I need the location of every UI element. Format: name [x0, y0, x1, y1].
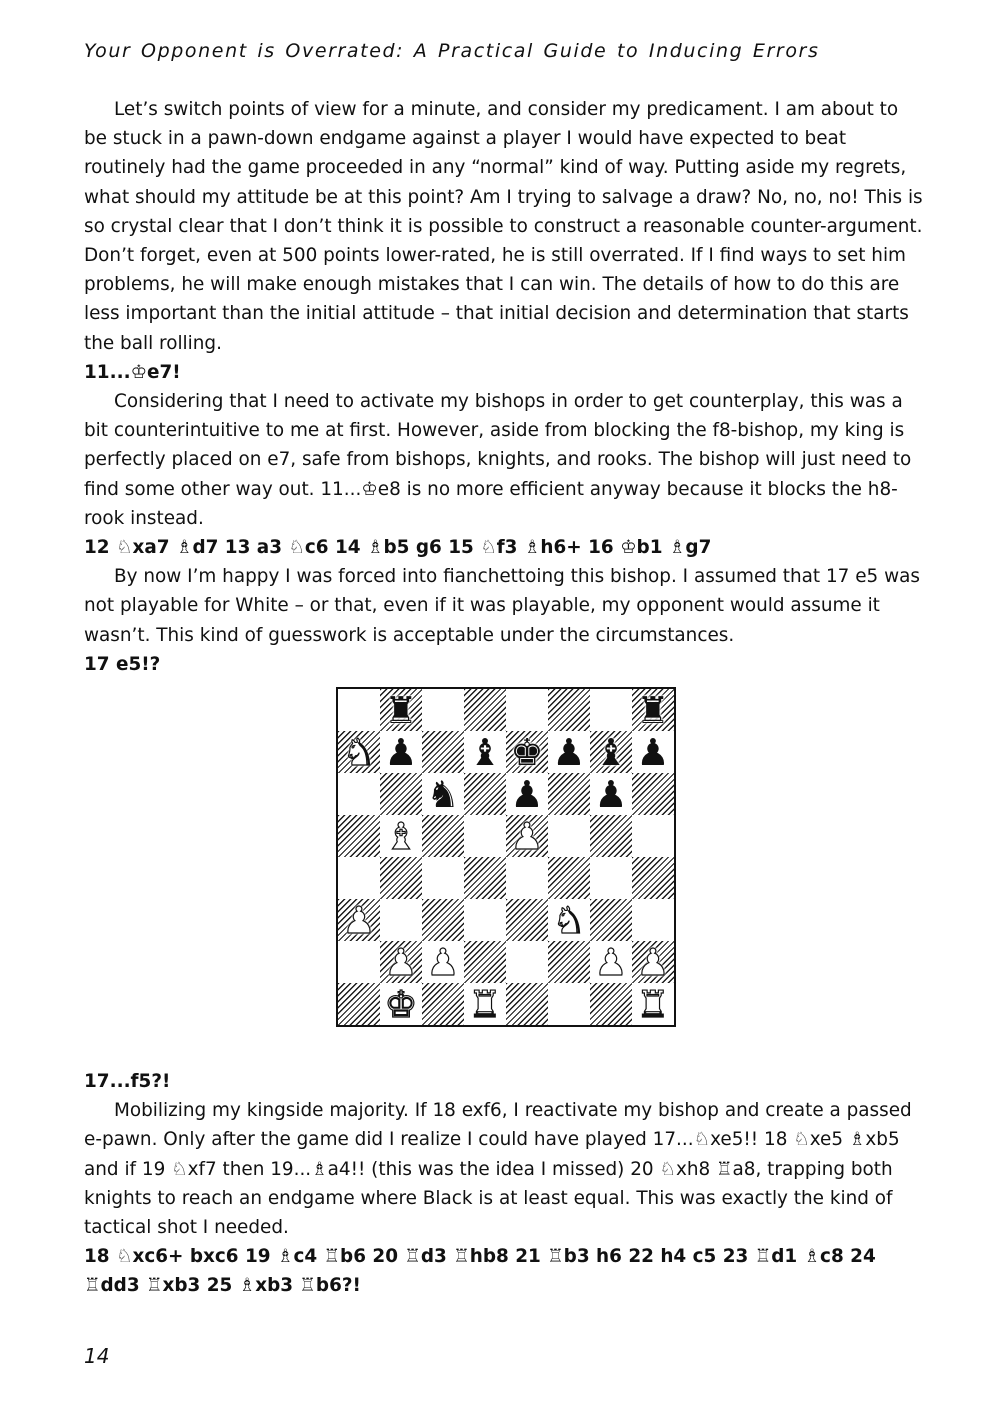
square-h6 — [632, 773, 674, 815]
black-pawn-piece: ♟ — [552, 730, 586, 774]
black-pawn-piece: ♟ — [510, 772, 544, 816]
square-e4 — [506, 857, 548, 899]
move-line: 11...♔e7! — [84, 361, 181, 383]
black-pawn-piece: ♟ — [384, 730, 418, 774]
square-a6 — [338, 773, 380, 815]
paragraph: Mobilizing my kingside majority. If 18 exf6, I reactivate my bishop and create a passed e-pawn. Only after the game did I realize I could have played 17...♘xe5!! 18 ♘xe5 ♗xb5 and if 19 ♘xf7 then 19...♗a4!! (this was the idea I missed) 20 ♘xh8 ♖a8, trapping both knights to reach an endgame where Black is at least equal. This was exactly the kind of tactical shot I needed. — [84, 1100, 912, 1239]
square-e7 — [506, 731, 548, 773]
square-b4 — [380, 857, 422, 899]
square-h3 — [632, 899, 674, 941]
chess-diagram — [336, 687, 676, 1027]
square-b6 — [380, 773, 422, 815]
black-rook-piece: ♜ — [636, 688, 670, 732]
square-f3 — [548, 899, 590, 941]
white-king-piece: ♚ — [384, 982, 418, 1026]
square-d7 — [464, 731, 506, 773]
square-e6 — [506, 773, 548, 815]
square-b3 — [380, 899, 422, 941]
move-line: 17...f5?! — [84, 1071, 171, 1092]
paragraph: Considering that I need to activate my bishops in order to get counterplay, this was a bit counterintuitive to me at first. However, aside from blocking the f8-bishop, my king is perfectly placed on e7, safe from bishops, knights, and rooks. The bishop will just need to find some other way out. 11...♔e8 is no more efficient anyway because it blocks the h8-rook instead. — [84, 391, 912, 529]
running-head: Your Opponent is Overrated: A Practical Guide to Inducing Errors — [84, 40, 820, 62]
square-e3 — [506, 899, 548, 941]
square-f4 — [548, 857, 590, 899]
white-knight-piece: ♞ — [552, 898, 586, 942]
square-f7 — [548, 731, 590, 773]
square-e5 — [506, 815, 548, 857]
black-pawn-piece: ♟ — [594, 772, 628, 816]
white-bishop-piece: ♝ — [384, 814, 418, 858]
square-f2 — [548, 941, 590, 983]
square-a3 — [338, 899, 380, 941]
square-c6 — [422, 773, 464, 815]
square-c4 — [422, 857, 464, 899]
square-a1 — [338, 983, 380, 1025]
square-d5 — [464, 815, 506, 857]
square-d2 — [464, 941, 506, 983]
white-pawn-piece: ♟ — [510, 814, 544, 858]
square-g3 — [590, 899, 632, 941]
square-b8 — [380, 689, 422, 731]
square-f1 — [548, 983, 590, 1025]
square-d8 — [464, 689, 506, 731]
square-c7 — [422, 731, 464, 773]
square-g2 — [590, 941, 632, 983]
square-a8 — [338, 689, 380, 731]
square-g5 — [590, 815, 632, 857]
square-g6 — [590, 773, 632, 815]
square-c5 — [422, 815, 464, 857]
page-number: 14 — [84, 1344, 110, 1368]
black-pawn-piece: ♟ — [636, 730, 670, 774]
square-b2 — [380, 941, 422, 983]
move-line: 18 ♘xc6+ bxc6 19 ♗c4 ♖b6 20 ♖d3 ♖hb8 21 ♖b3 h6 22 h4 c5 23 ♖d1 ♗c8 24 ♖dd3 ♖xb3 25 ♗xb3 ♖b6?! — [84, 1246, 876, 1297]
square-c3 — [422, 899, 464, 941]
square-d6 — [464, 773, 506, 815]
square-e2 — [506, 941, 548, 983]
square-d1 — [464, 983, 506, 1025]
square-h1 — [632, 983, 674, 1025]
paragraph: By now I’m happy I was forced into fianchettoing this bishop. I assumed that 17 e5 was not playable for White – or that, even if it was playable, my opponent would assume it wasn’t. This kind of guesswork is acceptable under the circumstances. — [84, 566, 920, 646]
black-knight-piece: ♞ — [426, 772, 460, 816]
white-knight-piece: ♞ — [342, 730, 376, 774]
move-line: 12 ♘xa7 ♗d7 13 a3 ♘c6 14 ♗b5 g6 15 ♘f3 ♗h6+ 16 ♔b1 ♗g7 — [84, 537, 712, 559]
text-block-lower — [84, 1067, 926, 1301]
move-line: 17 e5!? — [84, 653, 161, 675]
black-king-piece: ♚ — [510, 730, 544, 774]
white-rook-piece: ♜ — [468, 982, 502, 1026]
square-h8 — [632, 689, 674, 731]
square-h7 — [632, 731, 674, 773]
square-c8 — [422, 689, 464, 731]
square-a7 — [338, 731, 380, 773]
square-e8 — [506, 689, 548, 731]
white-pawn-piece: ♟ — [342, 898, 376, 942]
white-pawn-piece: ♟ — [636, 940, 670, 984]
square-d4 — [464, 857, 506, 899]
square-g7 — [590, 731, 632, 773]
black-rook-piece: ♜ — [384, 688, 418, 732]
paragraph: Let’s switch points of view for a minute, and consider my predicament. I am about to be stuck in a pawn-down endgame against a player I would have expected to beat routinely had the game proceeded in any “normal” kind of way. Putting aside my regrets, what should my attitude be at this point? Am I trying to salvage a draw? No, no, no! This is so crystal clear that I don’t think it is possible to construct a reasonable counter-argument. Don’t forget, even at 500 points lower-rated, he is still overrated. If I find ways to set him problems, he will make enough mistakes that I can win. The details of how to do this are less important than the initial attitude – that initial decision and determination that starts the ball rolling. — [84, 99, 923, 354]
square-f6 — [548, 773, 590, 815]
white-rook-piece: ♜ — [636, 982, 670, 1026]
text-block-upper — [84, 95, 926, 679]
square-h5 — [632, 815, 674, 857]
square-a4 — [338, 857, 380, 899]
black-bishop-piece: ♝ — [468, 730, 502, 774]
square-h2 — [632, 941, 674, 983]
white-pawn-piece: ♟ — [384, 940, 418, 984]
square-a2 — [338, 941, 380, 983]
square-b5 — [380, 815, 422, 857]
square-e1 — [506, 983, 548, 1025]
square-d3 — [464, 899, 506, 941]
square-h4 — [632, 857, 674, 899]
white-pawn-piece: ♟ — [426, 940, 460, 984]
square-a5 — [338, 815, 380, 857]
square-c2 — [422, 941, 464, 983]
square-f8 — [548, 689, 590, 731]
square-g8 — [590, 689, 632, 731]
square-b7 — [380, 731, 422, 773]
square-c1 — [422, 983, 464, 1025]
black-bishop-piece: ♝ — [594, 730, 628, 774]
white-pawn-piece: ♟ — [594, 940, 628, 984]
square-g4 — [590, 857, 632, 899]
square-g1 — [590, 983, 632, 1025]
square-b1 — [380, 983, 422, 1025]
square-f5 — [548, 815, 590, 857]
